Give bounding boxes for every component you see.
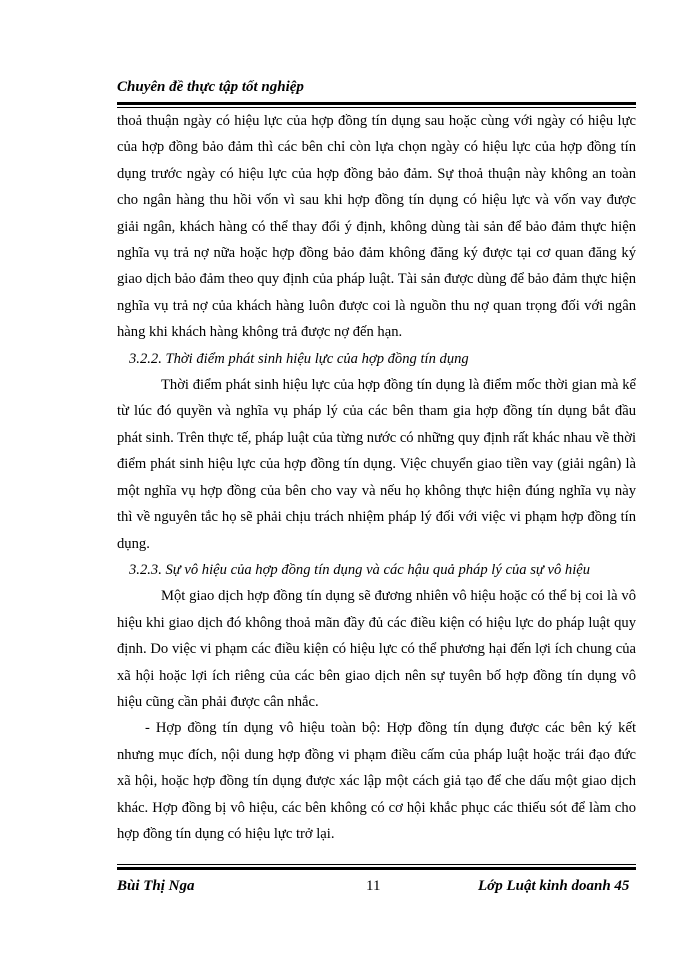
footer-rule-thick: [117, 867, 636, 870]
paragraph-1: thoả thuận ngày có hiệu lực của hợp đồng tín dụng sau hoặc cùng với ngày có hiệu lực của hợp đồng bảo đảm thì các bên chỉ còn lựa chọn ngày có hiệu lực của hợp đồng tín dụng trước ngày có hiệu lực của hợp đồng bảo đảm. Sự thoả thuận này không an toàn cho ngân hàng thu hồi vốn vì sau khi hợp đồng tín dụng có hiệu lực và vốn vay được giải ngân, khách hàng có thể thay đổi ý định, không dùng tài sản để bảo đảm thực hiện nghĩa vụ trả nợ nữa hoặc hợp đồng bảo đảm không đăng ký được tại cơ quan đăng ký giao dịch bảo đảm theo quy định của pháp luật. Tài sản được dùng để bảo đảm thực hiện nghĩa vụ trả nợ của khách hàng luôn được coi là nguồn thu nợ quan trọng đối với ngân hàng khi khách hàng không trả được nợ đến hạn.: [117, 113, 636, 341]
header-rule-thick: [117, 102, 636, 105]
footer-class-name: Lớp Luật kinh doanh 45: [478, 878, 630, 894]
footer-page-number: 11: [366, 878, 381, 894]
document-body: [117, 108, 636, 847]
paragraph-2: Thời điểm phát sinh hiệu lực của hợp đồng tín dụng là điểm mốc thời gian mà kể từ lúc đó quyền và nghĩa vụ pháp lý của các bên tham gia hợp đồng tín dụng bắt đầu phát sinh. Trên thực tế, pháp luật của từng nước có những quy định rất khác nhau về thời điểm phát sinh hiệu lực của hợp đồng tín dụng. Việc chuyển giao tiền vay (giải ngân) là một nghĩa vụ hợp đồng của bên cho vay và nếu họ không thực hiện đúng nghĩa vụ này thì về nguyên tắc họ sẽ phải chịu trách nhiệm pháp lý đối với việc vi phạm hợp đồng tín dụng.: [117, 377, 636, 552]
paragraph-3: Một giao dịch hợp đồng tín dụng sẽ đương nhiên vô hiệu hoặc có thể bị coi là vô hiệu khi giao dịch đó không thoả mãn đầy đủ các điều kiện có hiệu lực do pháp luật quy định. Do việc vi phạm các điều kiện có hiệu lực có thể phương hại đến lợi ích chung của xã hội hoặc lợi ích riêng của các bên giao dịch nên sự tuyên bố hợp đồng tín dụng vô hiệu cũng cần phải được cân nhắc.: [117, 588, 636, 710]
section-heading-3-2-2: 3.2.2. Thời điểm phát sinh hiệu lực của hợp đồng tín dụng: [129, 350, 469, 367]
section-heading-3-2-3: 3.2.3. Sự vô hiệu của hợp đồng tín dụng và các hậu quả pháp lý của sự vô hiệu: [129, 561, 591, 578]
footer-author: Bùi Thị Nga: [117, 878, 195, 894]
header-title: Chuyên đề thực tập tốt nghiệp: [117, 79, 304, 95]
paragraph-4: - Hợp đồng tín dụng vô hiệu toàn bộ: Hợp đồng tín dụng được các bên ký kết nhưng mục đích, nội dung hợp đồng vi phạm điều cấm của pháp luật hoặc trái đạo đức xã hội, hoặc hợp đồng tín dụng được xác lập một cách giả tạo để che dấu một giao dịch khác. Hợp đồng bị vô hiệu, các bên không có cơ hội khắc phục các thiếu sót để làm cho hợp đồng tín dụng có hiệu lực trở lại.: [117, 720, 636, 842]
footer-rule-thin: [117, 864, 636, 865]
